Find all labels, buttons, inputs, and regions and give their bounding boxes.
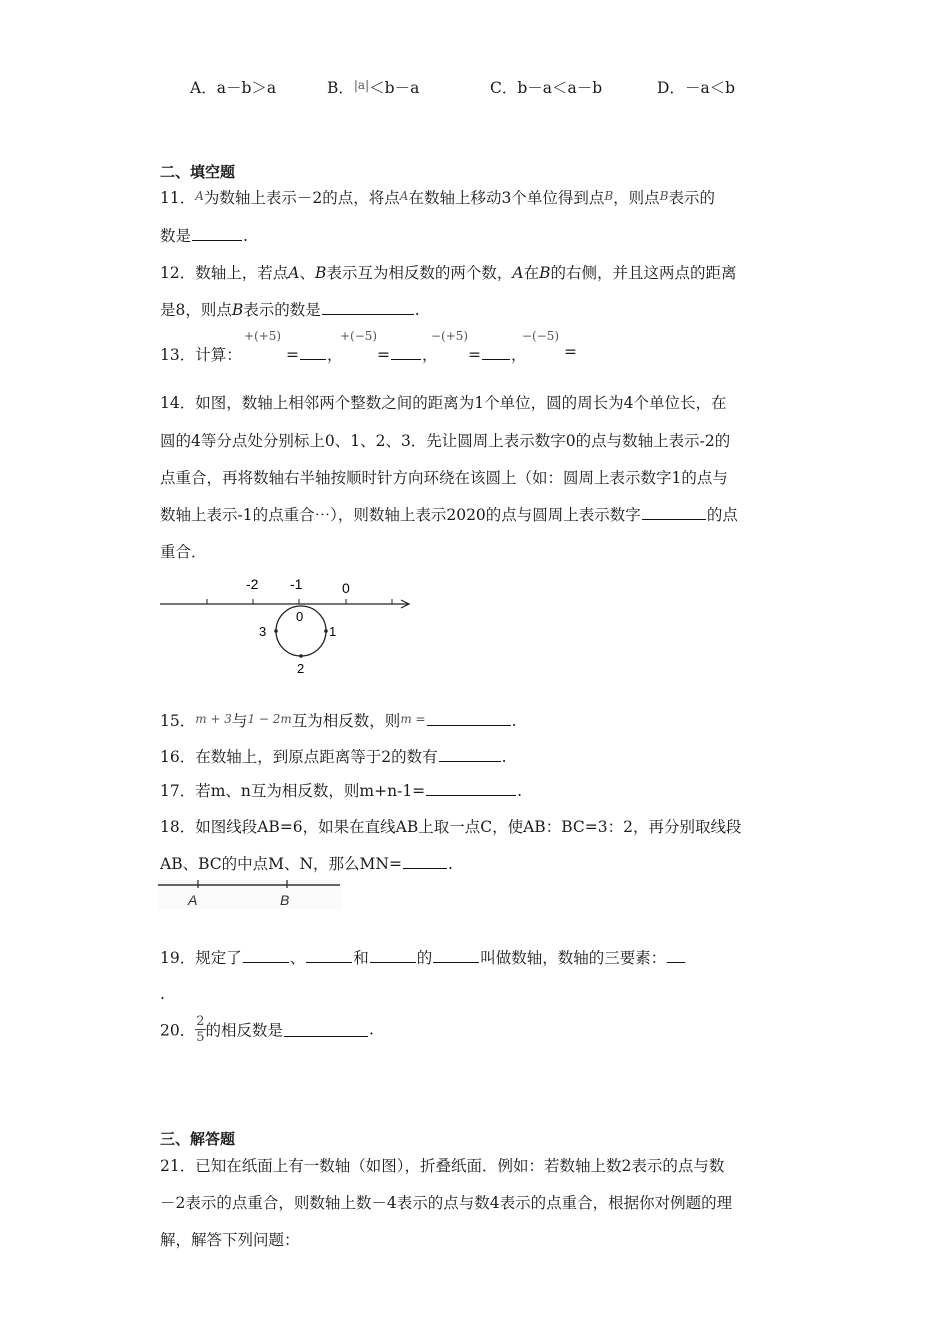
- q15-answer-blank[interactable]: [427, 711, 511, 726]
- option-c: C．b－a＜a－b: [490, 79, 603, 97]
- section-solution-title: 三、解答题: [160, 1130, 236, 1148]
- q11-line2: 数是 .: [160, 227, 248, 245]
- q21-line2: －2表示的点重合，则数轴上数－4表示的点与数4表示的点重合，根据你对例题的理: [160, 1194, 733, 1212]
- axis-label-0: 0: [342, 580, 350, 596]
- q14-line1: 14．如图，数轴上相邻两个整数之间的距离为1个单位，圆的周长为4个单位长，在: [160, 394, 727, 412]
- q14-answer-blank[interactable]: [642, 505, 706, 520]
- q19-blank1[interactable]: [243, 948, 289, 963]
- axis-label-neg2: -2: [246, 576, 259, 592]
- q13-expr3: −(+5): [431, 329, 469, 343]
- q13-expr1: +(+5): [244, 329, 282, 343]
- q17-answer-blank[interactable]: [426, 781, 516, 796]
- q19-blank4[interactable]: [433, 948, 479, 963]
- q13-blank1[interactable]: [300, 345, 326, 360]
- q14-line4: 数轴上表示-1的点重合⋯），则数轴上表示2020的点与圆周上表示数字 的点: [160, 506, 738, 524]
- circle-label-3: 3: [259, 624, 267, 639]
- q18-answer-blank[interactable]: [403, 854, 447, 869]
- q20-line: 20． $\frac{2}{5}$ 的相反数是 .: [160, 1014, 374, 1045]
- q13-expr2: +(−5): [340, 329, 378, 343]
- q13-eq2: = ，: [377, 346, 438, 364]
- circle-point: [324, 629, 328, 633]
- q14-line5: 重合．: [160, 543, 207, 561]
- q17-line: 17．若m、n互为相反数，则m+n-1= .: [160, 782, 523, 800]
- circle-point: [274, 629, 278, 633]
- q16-answer-blank[interactable]: [439, 747, 501, 762]
- q21-line1: 21．已知在纸面上有一数轴（如图），折叠纸面．例如：若数轴上数2表示的点与数: [160, 1157, 725, 1175]
- q18-line1: 18．如图线段AB=6，如果在直线AB上取一点C，使AB：BC=3：2，再分别取线段: [160, 818, 742, 836]
- q13-expr4: −(−5): [522, 329, 560, 343]
- option-a: A．a－b＞a: [190, 79, 277, 97]
- axis-label-neg1: -1: [290, 576, 303, 592]
- q14-number-line-figure: [155, 572, 420, 682]
- circle-label-0: 0: [296, 609, 304, 624]
- q11-answer-blank[interactable]: [192, 226, 242, 241]
- q13-blank2[interactable]: [391, 345, 421, 360]
- q19-blank3[interactable]: [370, 948, 416, 963]
- circle-point: [299, 654, 303, 658]
- q16-line: 16．在数轴上，到原点距离等于2的数有 .: [160, 748, 507, 766]
- circle-label-2: 2: [297, 661, 305, 676]
- q14-line2: 圆的4等分点处分别标上0、1、2、3．先让圆周上表示数字0的点与数轴上表示-2的: [160, 432, 731, 450]
- q19-blank5[interactable]: [667, 948, 685, 963]
- q20-fraction: $\frac{2}{5}$: [196, 1014, 205, 1045]
- q13-eq1: = ，: [286, 346, 343, 364]
- q19-line1: 19．规定了 、 和 的 叫做数轴，数轴的三要素：: [160, 946, 686, 968]
- q13-blank3[interactable]: [482, 345, 510, 360]
- option-b: B．$^{|a|}$＜b－a: [327, 78, 420, 97]
- q14-line3: 点重合，再将数轴右半轴按顺时针方向环绕在该圆上（如：圆周上表示数字1的点与: [160, 469, 728, 487]
- q11-line1: 11．A为数轴上表示－2的点，将点A在数轴上移动3个单位得到点B，则点B表示的: [160, 189, 716, 207]
- q13-eq3: = ，: [468, 346, 527, 364]
- option-d: D．－a＜b: [657, 79, 736, 97]
- q19-blank2[interactable]: [306, 948, 352, 963]
- q18-segment-figure: [158, 880, 343, 910]
- q12-answer-blank[interactable]: [322, 300, 414, 315]
- q21-line3: 解，解答下列问题：: [160, 1231, 300, 1249]
- q18-line2: AB、BC的中点M、N，那么MN= .: [160, 855, 453, 873]
- q12-line2: 是8，则点B表示的数是 .: [160, 301, 420, 319]
- q13-line: 13．计算：: [160, 346, 242, 364]
- point-b-label: B: [280, 892, 290, 908]
- q19-line2: .: [160, 985, 165, 1003]
- q15-line: 15．m + 3与1 − 2m互为相反数，则m = .: [160, 712, 517, 730]
- point-a-label: A: [188, 892, 198, 908]
- section-fill-blank-title: 二、填空题: [160, 163, 236, 181]
- q20-answer-blank[interactable]: [284, 1022, 368, 1037]
- q13-eq4: =: [564, 343, 577, 361]
- circle-label-1: 1: [329, 624, 337, 639]
- q12-line1: 12．数轴上，若点A、B表示互为相反数的两个数，A在B的右侧，并且这两点的距离: [160, 264, 737, 282]
